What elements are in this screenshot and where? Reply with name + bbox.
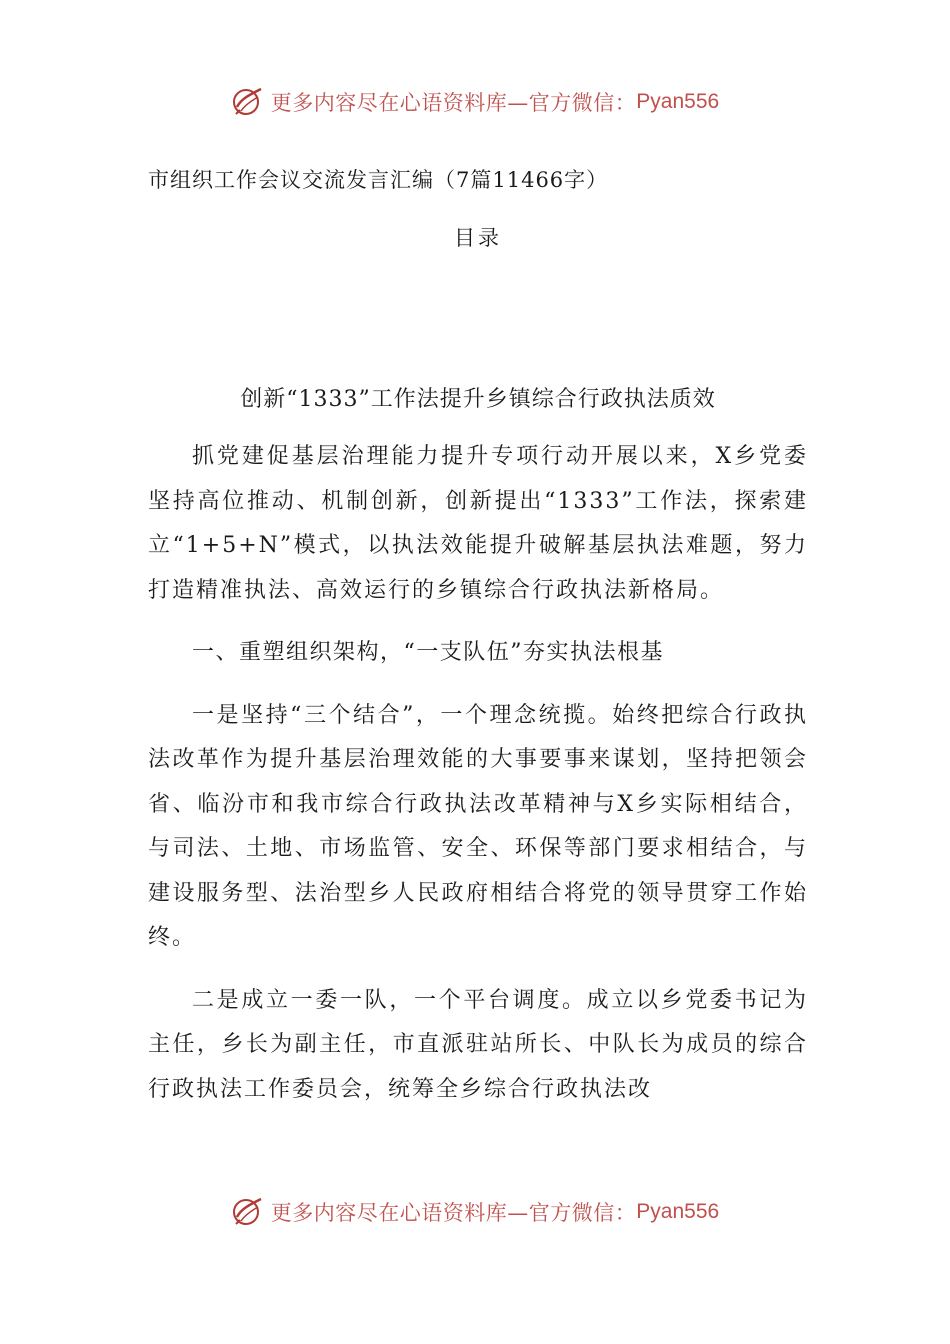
paragraph-intro: 抓党建促基层治理能力提升专项行动开展以来，X乡党委坚持高位推动、机制创新，创新提出“1333”工作法，探索建立“1+5+N”模式，以执法效能提升破解基层执法难题，努力打造精准执法、高效运行的乡镇综合行政执法新格局。 — [148, 444, 808, 603]
document-body — [148, 165, 808, 1112]
section-heading-1: 一、重塑组织架构，“一支队伍”夯实执法根基 — [192, 640, 664, 665]
watermark-banner-bottom — [0, 1190, 950, 1234]
paragraph-1: 一是坚持“三个结合”，一个理念统揽。始终把综合行政执法改革作为提升基层治理效能的大事要事来谋划，坚持把领会省、临汾市和我市综合行政执法改革精神与X乡实际相结合，与司法、土地、市场监管、安全、环保等部门要求相结合，与建设服务型、法治型乡人民政府相结合将党的领导贯穿工作始终。 — [148, 702, 808, 950]
article-title: 创新“1333”工作法提升乡镇综合行政执法质效 — [240, 387, 716, 412]
toc-heading: 目录 — [454, 226, 502, 250]
watermark-text: 更多内容尽在心语资料库—官方微信： — [270, 91, 637, 115]
paragraph-2: 二是成立一委一队，一个平台调度。成立以乡党委书记为主任，乡长为副主任，市直派驻站所长、中队长为成员的综合行政执法工作委员会，统筹全乡综合行政执法改 — [148, 987, 808, 1102]
pen-logo-icon — [231, 1195, 265, 1229]
watermark-text: 更多内容尽在心语资料库—官方微信： — [270, 1201, 637, 1225]
document-title: 市组织工作会议交流发言汇编（7篇11466字） — [148, 168, 609, 192]
pen-logo-icon — [231, 85, 265, 119]
watermark-wechat-id: Pyan556 — [636, 90, 720, 113]
watermark-wechat-id: Pyan556 — [636, 1200, 720, 1223]
watermark-banner-top — [0, 80, 950, 124]
